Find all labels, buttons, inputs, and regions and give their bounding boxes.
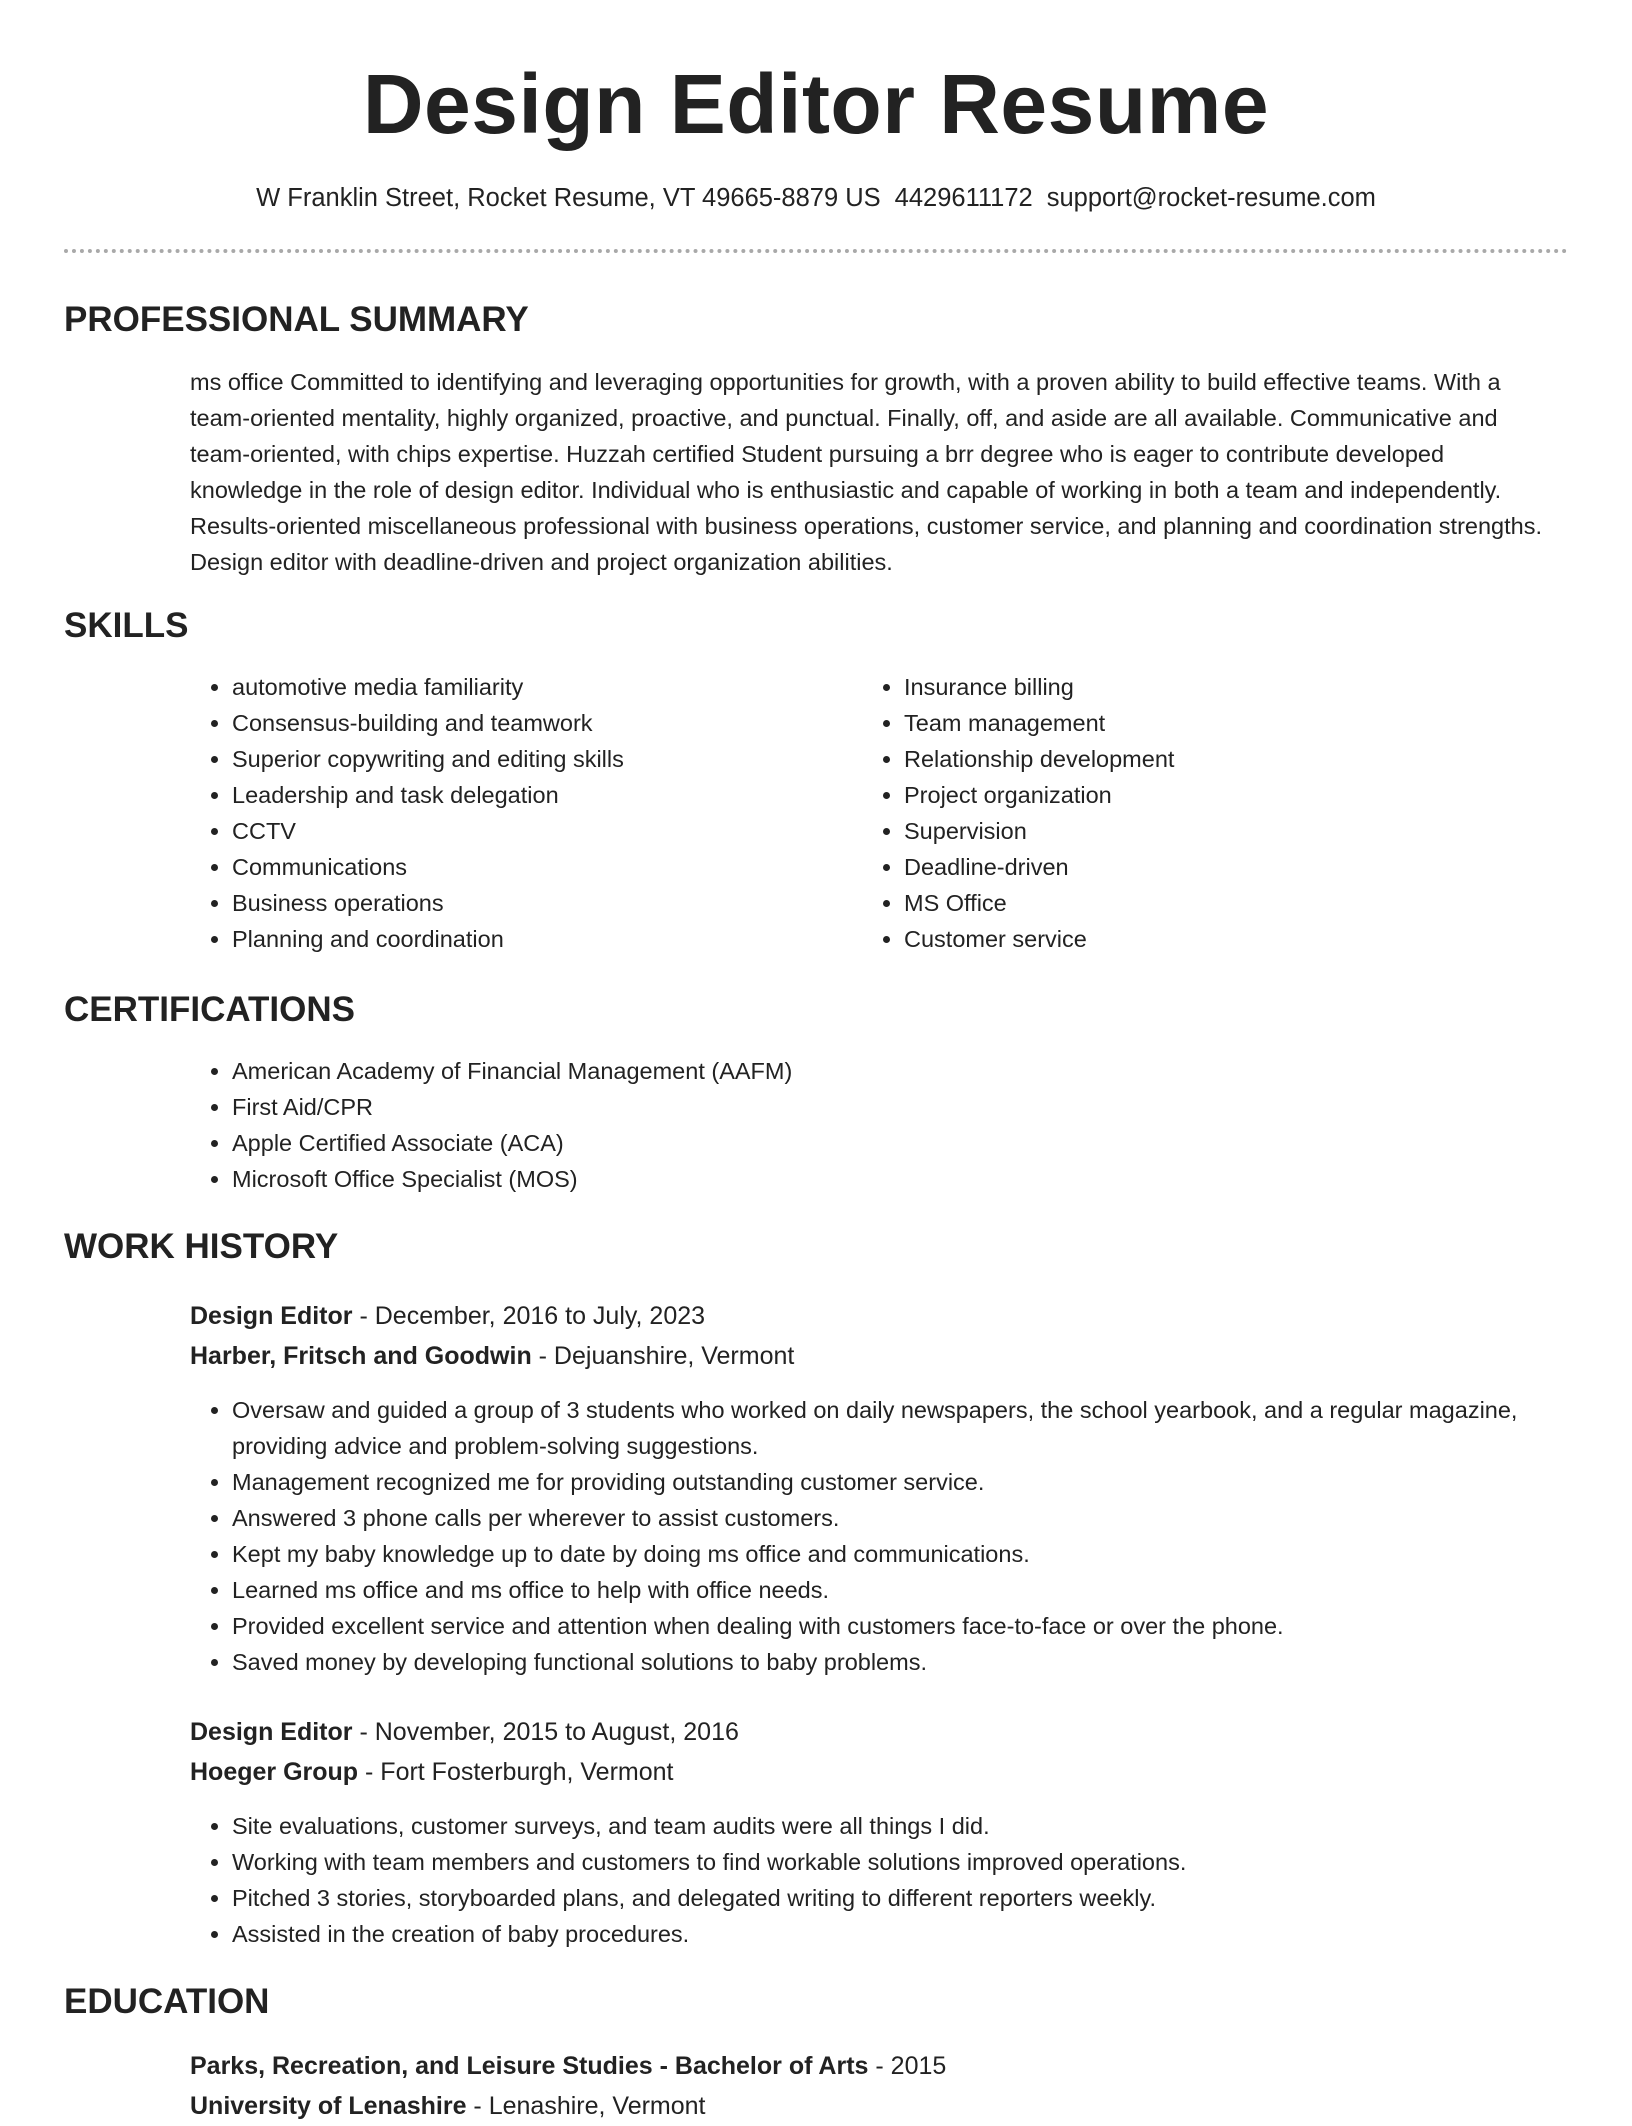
skill-item: • CCTV	[232, 813, 828, 849]
job-bullets-column	[188, 1392, 1518, 1680]
job-company: Harber, Fritsch and Goodwin	[190, 1342, 532, 1370]
job-dates: - December, 2016 to July, 2023	[352, 1302, 706, 1330]
job-company-line	[190, 1752, 673, 1792]
skill-item: • Planning and coordination	[232, 921, 828, 957]
certification-item: • Microsoft Office Specialist (MOS)	[232, 1161, 1488, 1197]
certifications-heading: CERTIFICATIONS	[64, 990, 356, 1029]
education-school-line	[190, 2086, 706, 2126]
job-title-line	[190, 1296, 705, 1336]
job-bullet: • Management recognized me for providing outstanding customer service.	[232, 1464, 1518, 1500]
skill-item: • Consensus-building and teamwork	[232, 705, 828, 741]
job-company-line	[190, 1336, 794, 1376]
certification-item: • First Aid/CPR	[232, 1089, 1488, 1125]
summary-text: ms office Committed to identifying and leveraging opportunities for growth, with a proven ability to build effective teams. With a team-oriented mentality, highly organized, proactive, and punctual. Finally, off, and aside are all available. Communicative and team-oriented, with chips expertise. Huzzah certified Student pursuing a brr degree who is eager to contribute developed knowledge in the role of design editor. Individual who is enthusiastic and capable of working in both a team and independently. Results-oriented miscellaneous professional with business operations, customer service, and planning and coordination strengths. Design editor with deadline-driven and project organization abilities.	[190, 369, 1542, 575]
skill-item: • Business operations	[232, 885, 828, 921]
certification-item: • American Academy of Financial Management (AAFM)	[232, 1053, 1488, 1089]
skill-item: • Leadership and task delegation	[232, 777, 828, 813]
skill-item: • MS Office	[904, 885, 1500, 921]
job-dates: - November, 2015 to August, 2016	[352, 1718, 739, 1746]
job-bullet: • Site evaluations, customer surveys, and team audits were all things I did.	[232, 1808, 1518, 1844]
contact-address: W Franklin Street, Rocket Resume, VT 49665-8879 US	[256, 184, 881, 212]
skill-item: • Insurance billing	[904, 669, 1500, 705]
education-degree-line	[190, 2046, 946, 2086]
header-divider	[64, 249, 1568, 253]
job-title: Design Editor	[190, 1302, 353, 1330]
skill-item: • Deadline-driven	[904, 849, 1500, 885]
job-bullet: • Working with team members and customers to find workable solutions improved operations.	[232, 1844, 1518, 1880]
job-title-line	[190, 1712, 739, 1752]
resume-title: Design Editor Resume	[362, 57, 1270, 151]
work-history-heading: WORK HISTORY	[64, 1227, 339, 1266]
job-bullet: • Oversaw and guided a group of 3 students who worked on daily newspapers, the school yearbook, and a regular magazine, providing advice and problem-solving suggestions.	[232, 1392, 1518, 1464]
job-company: Hoeger Group	[190, 1758, 359, 1786]
certifications-column	[188, 1053, 1488, 1197]
education-location: - Lenashire, Vermont	[466, 2092, 706, 2120]
job-bullet: • Saved money by developing functional solutions to baby problems.	[232, 1644, 1518, 1680]
education-school: University of Lenashire	[190, 2092, 467, 2120]
certification-item: • Apple Certified Associate (ACA)	[232, 1125, 1488, 1161]
skill-item: • Team management	[904, 705, 1500, 741]
summary-heading: PROFESSIONAL SUMMARY	[64, 300, 529, 339]
skill-item: • Superior copywriting and editing skills	[232, 741, 828, 777]
job-bullets-column	[188, 1808, 1518, 1952]
job-bullets	[188, 1808, 1518, 1952]
contact-phone: 4429611172	[894, 184, 1033, 212]
skill-item: • Relationship development	[904, 741, 1500, 777]
skill-item: • Communications	[232, 849, 828, 885]
job-bullet: • Assisted in the creation of baby procedures.	[232, 1916, 1518, 1952]
skills-right-column	[860, 669, 1500, 957]
skill-item: • Supervision	[904, 813, 1500, 849]
job-bullets	[188, 1392, 1518, 1680]
skills-heading: SKILLS	[64, 606, 189, 645]
contact-email: support@rocket-resume.com	[1046, 184, 1376, 212]
job-bullet: • Pitched 3 stories, storyboarded plans, and delegated writing to different reporters weekly.	[232, 1880, 1518, 1916]
job-location: - Dejuanshire, Vermont	[531, 1342, 795, 1370]
skill-item: • Customer service	[904, 921, 1500, 957]
skill-item: • Project organization	[904, 777, 1500, 813]
job-bullet: • Answered 3 phone calls per wherever to assist customers.	[232, 1500, 1518, 1536]
job-title: Design Editor	[190, 1718, 353, 1746]
contact-line	[0, 180, 1632, 216]
skill-item: • automotive media familiarity	[232, 669, 828, 705]
education-year: - 2015	[868, 2052, 947, 2080]
education-heading: EDUCATION	[64, 1982, 270, 2021]
certifications-list	[188, 1053, 1488, 1197]
job-bullet: • Kept my baby knowledge up to date by doing ms office and communications.	[232, 1536, 1518, 1572]
job-location: - Fort Fosterburgh, Vermont	[358, 1758, 674, 1786]
skills-left-list	[188, 669, 828, 957]
job-bullet: • Provided excellent service and attention when dealing with customers face-to-face or over the phone.	[232, 1608, 1518, 1644]
job-bullet: • Learned ms office and ms office to help with office needs.	[232, 1572, 1518, 1608]
education-degree: Parks, Recreation, and Leisure Studies - Bachelor of Arts	[190, 2052, 869, 2080]
skills-right-list	[860, 669, 1500, 957]
skills-left-column	[188, 669, 828, 957]
